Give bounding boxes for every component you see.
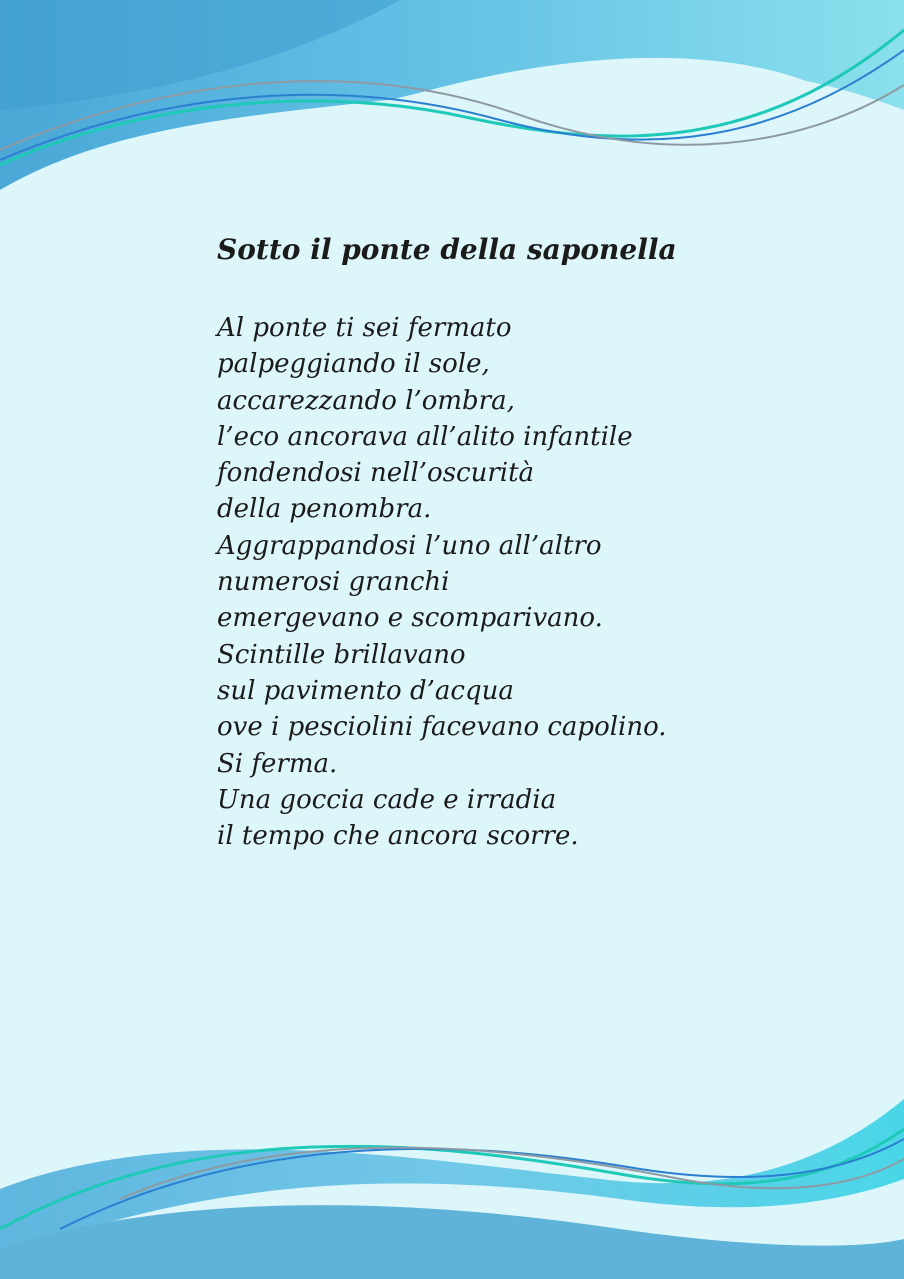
top-wave-decoration bbox=[0, 0, 904, 200]
poem-line: numerosi granchi bbox=[217, 567, 450, 598]
poem-line: accarezzando l’ombra, bbox=[217, 385, 515, 416]
poem-line: Una goccia cade e irradia bbox=[217, 784, 557, 815]
poem-line: emergevano e scomparivano. bbox=[217, 603, 603, 634]
poem-line: sul pavimento d’acqua bbox=[217, 675, 514, 706]
poem-line: Scintille brillavano bbox=[217, 639, 466, 670]
poem-line: l’eco ancorava all’alito infantile bbox=[217, 421, 633, 452]
bottom-wave-decoration bbox=[0, 1079, 904, 1279]
poem-line: ove i pesciolini facevano capolino. bbox=[217, 712, 667, 743]
poem-line: della penombra. bbox=[217, 494, 432, 525]
poem-line: il tempo che ancora scorre. bbox=[217, 821, 579, 852]
poem-line: fondendosi nell’oscurità bbox=[217, 458, 535, 489]
poem-title: Sotto il ponte della saponella bbox=[217, 233, 677, 266]
poem-line: Aggrappandosi l’uno all’altro bbox=[217, 530, 602, 561]
poem-line: Al ponte ti sei fermato bbox=[217, 313, 512, 343]
poem-body bbox=[217, 310, 837, 854]
poem-line: Si ferma. bbox=[217, 748, 338, 779]
poem-line: palpeggiando il sole, bbox=[217, 349, 490, 380]
poem bbox=[217, 230, 837, 854]
